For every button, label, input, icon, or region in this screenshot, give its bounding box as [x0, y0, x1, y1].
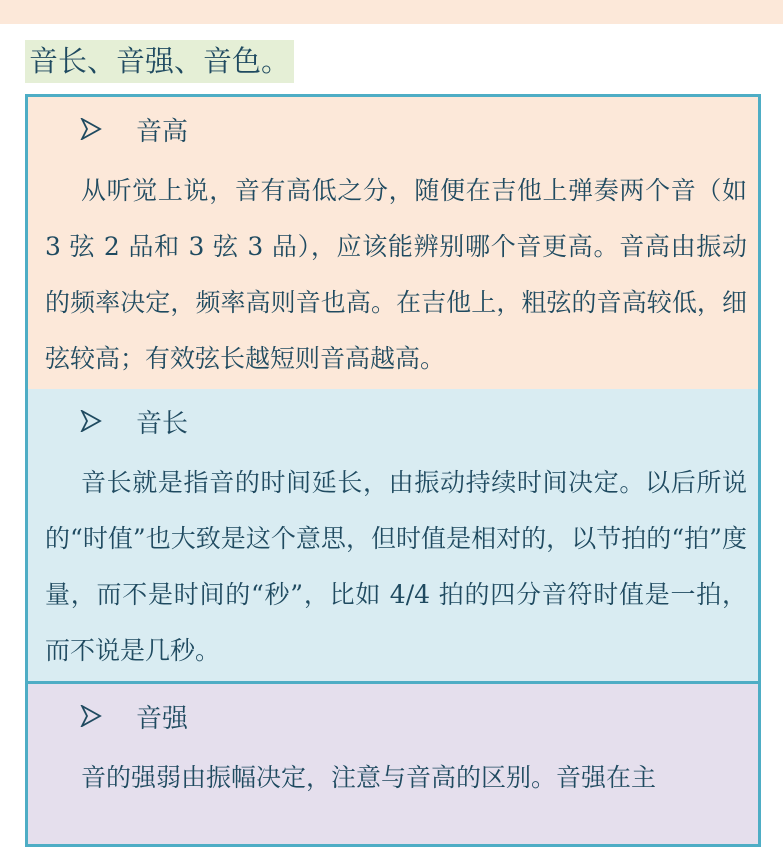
intro-line: 音长、音强、音色。	[25, 40, 294, 83]
arrowhead-bullet-icon	[80, 410, 102, 432]
section-pitch	[25, 94, 761, 392]
arrowhead-bullet-icon	[80, 705, 102, 727]
section-duration	[25, 389, 761, 684]
section-body: 音的强弱由振幅决定，注意与音高的区别。音强在主	[81, 763, 657, 792]
section-heading	[80, 401, 188, 441]
section-title: 音强	[136, 703, 189, 734]
section-heading	[80, 696, 188, 736]
section-body: 音长就是指音的时间延长，由振动持续时间决定。以后所说的“时值”也大致是这个意思，但时值是相对的，以节拍的“拍”度量，而不是时间的“秒”，比如 4/4 拍的四分音符时值是一拍，而不说是几秒。	[45, 468, 747, 665]
section-title: 音高	[136, 116, 189, 147]
section-intensity	[25, 684, 761, 847]
arrowhead-bullet-icon	[80, 118, 102, 140]
section-title: 音长	[136, 408, 189, 439]
top-band	[0, 0, 783, 24]
section-body: 从听觉上说，音有高低之分，随便在吉他上弹奏两个音（如 3 弦 2 品和 3 弦 3 品），应该能辨别哪个音更高。音高由振动的频率决定，频率高则音也高。在吉他上，粗弦的音高较低，细弦较高；有效弦长越短则音高越高。	[45, 176, 747, 373]
section-heading	[80, 109, 188, 149]
